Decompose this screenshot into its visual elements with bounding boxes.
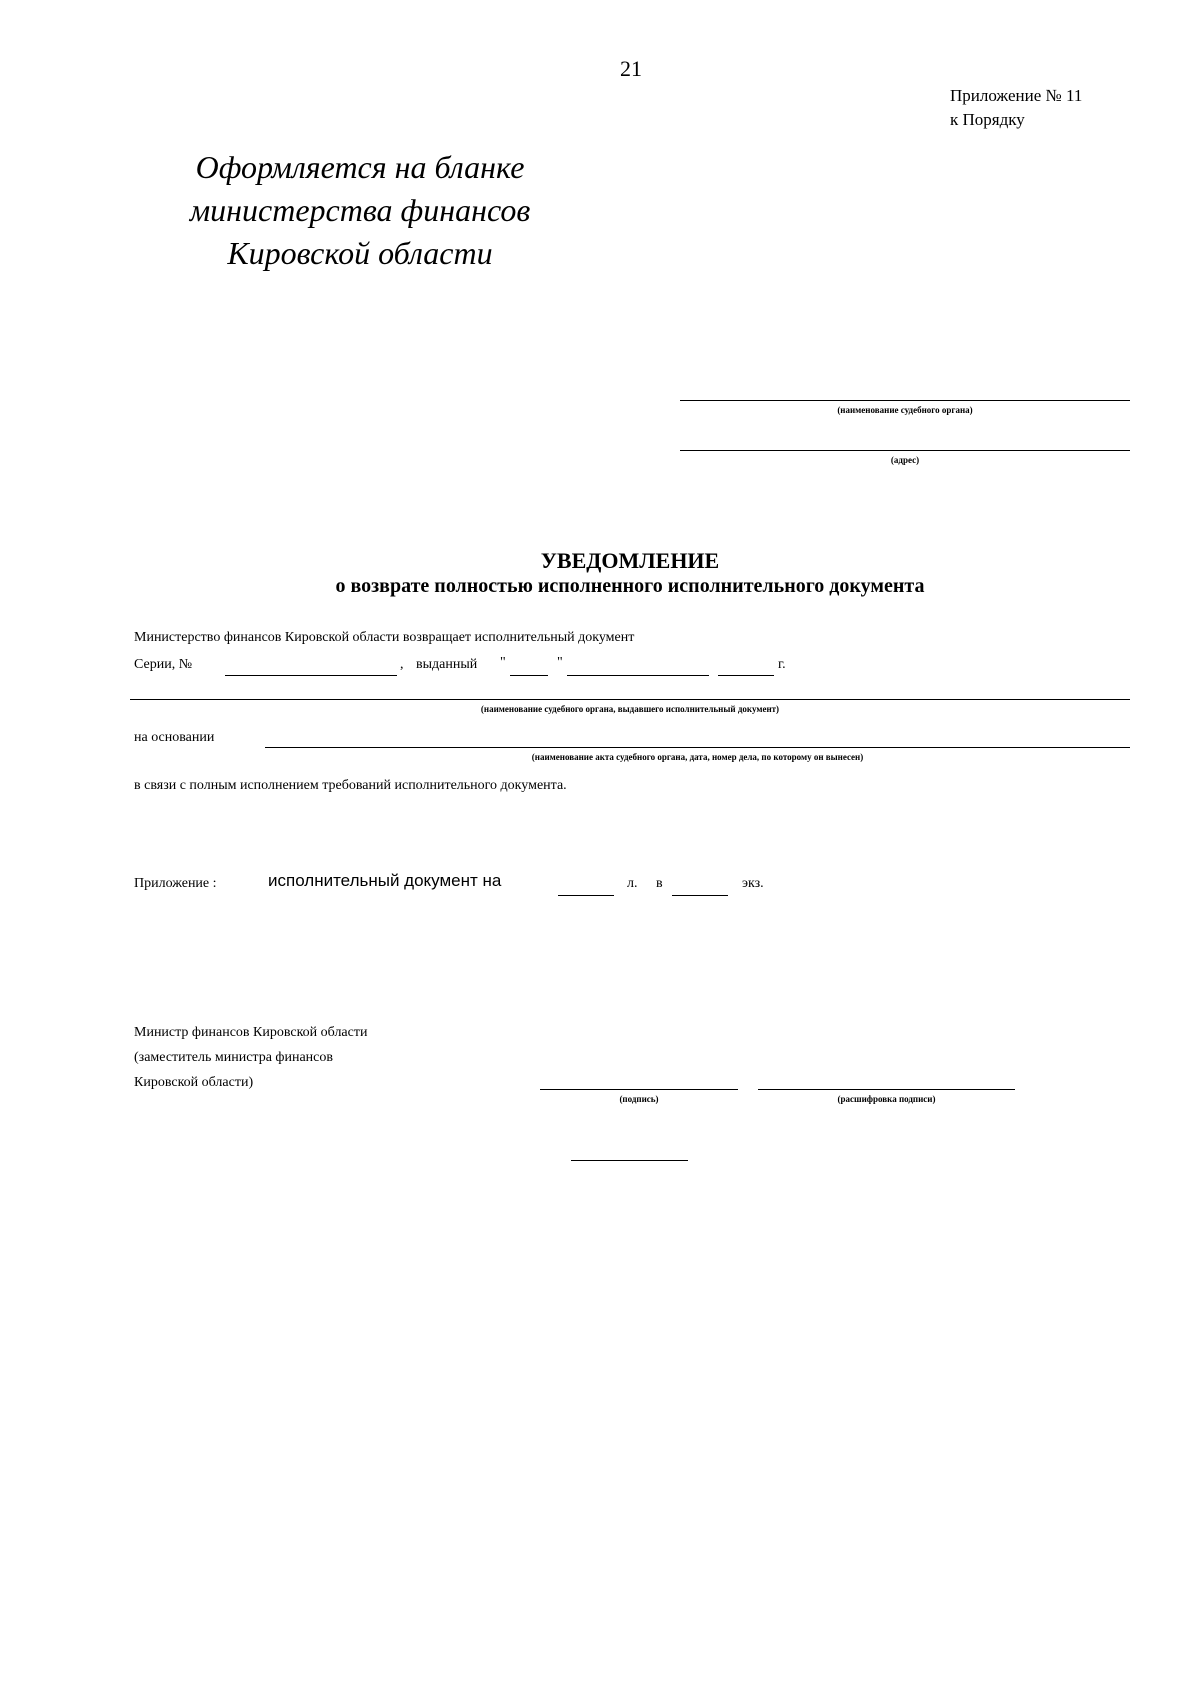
attachment-text: исполнительный документ на (268, 871, 502, 890)
blank-note-line-3: Кировской области (227, 235, 493, 271)
notice-subtitle: о возврате полностью исполненного исполнительного документа (335, 575, 925, 597)
page-number: 21 (620, 56, 642, 81)
appendix-line-2: к Порядку (950, 110, 1025, 129)
comma: , (400, 657, 404, 672)
signatory-block (134, 1020, 367, 1095)
signature-decode-caption: (расшифровка подписи) (837, 1094, 936, 1104)
blank-note-line-2: министерства финансов (189, 192, 531, 228)
quote-close: " (557, 655, 563, 670)
issue-month-field[interactable] (567, 675, 709, 676)
blank-note-line-1: Оформляется на бланке (195, 149, 525, 185)
issuer-court-caption: (наименование судебного органа, выдавшего исполнительный документ) (480, 704, 780, 714)
issue-year-field[interactable] (718, 675, 774, 676)
basis-act-line[interactable] (265, 747, 1130, 748)
sheets-label: л. (627, 876, 638, 891)
signature-caption: (подпись) (619, 1094, 659, 1104)
address-line[interactable] (680, 450, 1130, 451)
signatory-line-1: Министр финансов Кировской области (134, 1025, 368, 1040)
issued-label: выданный (416, 657, 478, 672)
address-caption: (адрес) (890, 455, 920, 465)
copies-label: экз. (742, 876, 764, 891)
in-label: в (656, 876, 663, 891)
blank-note (150, 146, 570, 275)
closing-separator (571, 1160, 688, 1161)
issuer-court-line[interactable] (130, 699, 1130, 700)
appendix-note (950, 84, 1082, 132)
sheets-count-field[interactable] (558, 895, 614, 896)
series-label: Серии, № (134, 657, 193, 672)
year-suffix: г. (778, 657, 786, 672)
notice-title: УВЕДОМЛЕНИЕ (540, 548, 720, 573)
attachment-label: Приложение : (134, 876, 217, 891)
basis-label: на основании (134, 730, 215, 745)
basis-act-caption: (наименование акта судебного органа, дата, номер дела, по которому он вынесен) (531, 752, 864, 762)
issue-day-field[interactable] (510, 675, 548, 676)
court-name-caption: (наименование судебного органа) (837, 405, 973, 415)
copies-count-field[interactable] (672, 895, 728, 896)
signatory-line-3: Кировской области) (134, 1075, 254, 1090)
signature-decode-field[interactable] (758, 1089, 1015, 1090)
series-number-field[interactable] (225, 675, 397, 676)
court-name-line[interactable] (680, 400, 1130, 401)
reason-text: в связи с полным исполнением требований исполнительного документа. (134, 778, 567, 793)
appendix-line-1: Приложение № 11 (950, 86, 1083, 105)
signature-field[interactable] (540, 1089, 738, 1090)
quote-open: " (500, 655, 506, 670)
intro-text: Министерство финансов Кировской области возвращает исполнительный документ (134, 630, 635, 645)
signatory-line-2: (заместитель министра финансов (134, 1050, 333, 1065)
